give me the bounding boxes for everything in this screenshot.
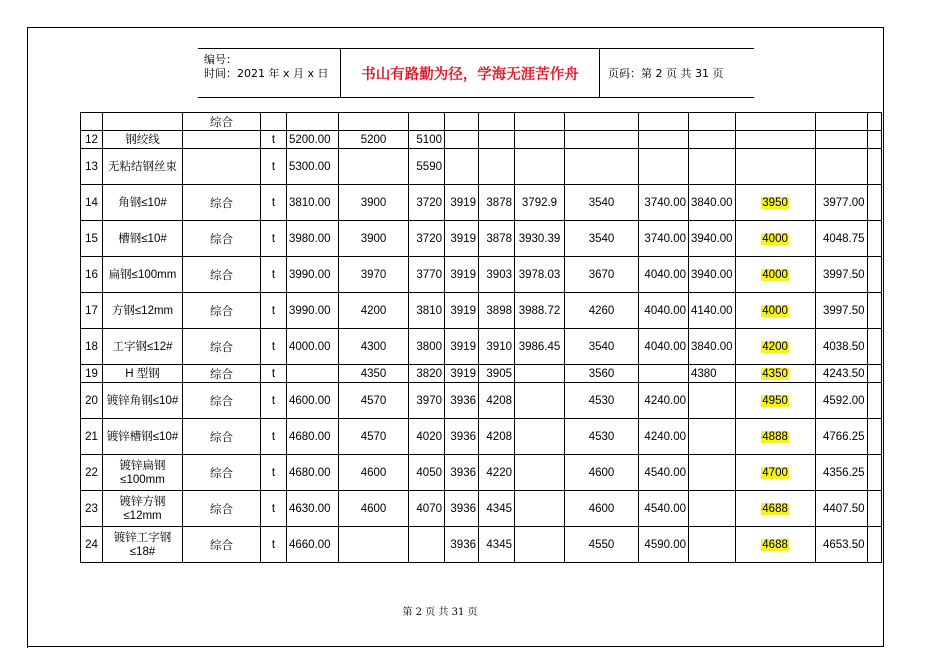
- cell-c8: [639, 149, 689, 185]
- cell-c10: [735, 329, 815, 365]
- cell-c5: [479, 149, 515, 185]
- table-cell: [339, 113, 409, 131]
- cell-unit: t: [261, 185, 287, 221]
- table-cell: [815, 113, 867, 131]
- highlighted-value: 4000: [762, 304, 788, 317]
- cell-c8: 4040.00: [639, 293, 689, 329]
- table-cell: [103, 113, 183, 131]
- page-frame-bottom: [27, 646, 883, 647]
- cell-c9: [689, 455, 736, 491]
- cell-c5: 3910: [479, 329, 515, 365]
- cell-c3: 3720: [409, 185, 445, 221]
- cell-name: 角钢≤10#: [103, 185, 183, 221]
- cell-c1: [287, 365, 339, 383]
- table-cell: [867, 455, 881, 491]
- highlighted-value: 3950: [762, 196, 788, 209]
- cell-c3: 4020: [409, 419, 445, 455]
- cell-c2: 4350: [339, 365, 409, 383]
- cell-c4: [445, 149, 479, 185]
- cell-c11: 3997.50: [815, 257, 867, 293]
- cell-no: 17: [81, 293, 103, 329]
- cell-c5: 3898: [479, 293, 515, 329]
- cell-spec: 综合: [183, 221, 261, 257]
- cell-spec: 综合: [183, 257, 261, 293]
- cell-c7: 3560: [565, 365, 639, 383]
- cell-c10: [735, 383, 815, 419]
- page-footer: 第 2 页 共 31 页: [402, 607, 478, 618]
- cell-c10: [735, 131, 815, 149]
- cell-no: 18: [81, 329, 103, 365]
- cell-c4: 3919: [445, 185, 479, 221]
- cell-name: 无粘结钢丝束: [103, 149, 183, 185]
- cell-c10: [735, 149, 815, 185]
- cell-spec: 综合: [183, 419, 261, 455]
- cell-c1: 4660.00: [287, 527, 339, 563]
- table-row: [81, 293, 882, 329]
- cell-c6: 3792.9: [515, 185, 565, 221]
- cell-c2: 4200: [339, 293, 409, 329]
- page-info: 页码：第 2 页 共 31 页: [608, 67, 724, 80]
- table-row: [81, 527, 882, 563]
- cell-c5: 4345: [479, 527, 515, 563]
- cell-c10: [735, 419, 815, 455]
- table-cell: [515, 113, 565, 131]
- cell-c7: 4550: [565, 527, 639, 563]
- cell-name: 槽钢≤10#: [103, 221, 183, 257]
- cell-c8: 4240.00: [639, 419, 689, 455]
- cell-c2: 3900: [339, 221, 409, 257]
- cell-c3: [409, 527, 445, 563]
- cell-no: 21: [81, 419, 103, 455]
- price-table: [80, 112, 882, 563]
- table-cell: [81, 113, 103, 131]
- cell-c1: 3980.00: [287, 221, 339, 257]
- table-cell: [479, 113, 515, 131]
- cell-c5: 4345: [479, 491, 515, 527]
- cell-c5: 3878: [479, 221, 515, 257]
- highlighted-value: 4350: [762, 367, 788, 380]
- cell-spec: 综合: [183, 527, 261, 563]
- cell-c10: [735, 365, 815, 383]
- cell-unit: t: [261, 527, 287, 563]
- cell-c4: 3936: [445, 527, 479, 563]
- highlighted-value: 4950: [762, 394, 788, 407]
- cell-c5: 3905: [479, 365, 515, 383]
- cell-c9: 3840.00: [689, 329, 736, 365]
- cell-c4: 3936: [445, 419, 479, 455]
- cell-c9: [689, 383, 736, 419]
- cell-c10: [735, 293, 815, 329]
- cell-c2: 5200: [339, 131, 409, 149]
- cell-c7: 4600: [565, 491, 639, 527]
- cell-c7: [565, 131, 639, 149]
- cell-c4: 3919: [445, 365, 479, 383]
- cell-c3: 3720: [409, 221, 445, 257]
- cell-c11: 4356.25: [815, 455, 867, 491]
- table-row: [81, 113, 882, 131]
- cell-unit: t: [261, 293, 287, 329]
- cell-spec: 综合: [183, 185, 261, 221]
- cell-c7: [565, 149, 639, 185]
- cell-c7: 3540: [565, 221, 639, 257]
- cell-spec: 综合: [183, 455, 261, 491]
- cell-c5: [479, 131, 515, 149]
- highlighted-value: 4700: [762, 466, 788, 479]
- cell-c10: [735, 221, 815, 257]
- cell-c1: 3990.00: [287, 293, 339, 329]
- cell-no: 24: [81, 527, 103, 563]
- cell-c1: 3810.00: [287, 185, 339, 221]
- cell-spec: [183, 131, 261, 149]
- cell-c7: 4260: [565, 293, 639, 329]
- cell-no: 16: [81, 257, 103, 293]
- cell-c6: 3930.39: [515, 221, 565, 257]
- cell-c9: [689, 419, 736, 455]
- cell-c6: [515, 491, 565, 527]
- cell-c4: 3919: [445, 293, 479, 329]
- cell-name: 钢绞线: [103, 131, 183, 149]
- header-meta: [198, 49, 340, 97]
- cell-c8: 4240.00: [639, 383, 689, 419]
- cell-c11: [815, 149, 867, 185]
- cell-c6: 3978.03: [515, 257, 565, 293]
- number-label: 编号：: [204, 53, 237, 66]
- highlighted-value: 4688: [762, 502, 788, 515]
- cell-c11: [815, 131, 867, 149]
- cell-c9: [689, 491, 736, 527]
- header-page-box: [600, 49, 754, 97]
- table-cell: [867, 491, 881, 527]
- cell-c2: 4570: [339, 383, 409, 419]
- cell-c1: 4630.00: [287, 491, 339, 527]
- cell-c1: 4680.00: [287, 419, 339, 455]
- cell-spec: 综合: [183, 383, 261, 419]
- table-row: [81, 365, 882, 383]
- page-header: [198, 48, 754, 98]
- cell-c4: 3919: [445, 329, 479, 365]
- cell-c11: 4592.00: [815, 383, 867, 419]
- cell-name: 镀锌槽钢≤10#: [103, 419, 183, 455]
- cell-c6: [515, 365, 565, 383]
- table-cell: [735, 113, 815, 131]
- cell-c2: [339, 527, 409, 563]
- cell-no: 20: [81, 383, 103, 419]
- cell-c7: 4530: [565, 419, 639, 455]
- cell-c6: [515, 383, 565, 419]
- cell-c7: 3540: [565, 329, 639, 365]
- cell-c8: [639, 131, 689, 149]
- cell-c8: [639, 365, 689, 383]
- cell-c2: 4600: [339, 491, 409, 527]
- cell-unit: t: [261, 491, 287, 527]
- cell-unit: t: [261, 419, 287, 455]
- cell-unit: t: [261, 149, 287, 185]
- cell-name: 镀锌工字钢≤18#: [103, 527, 183, 563]
- cell-name: 工字钢≤12#: [103, 329, 183, 365]
- cell-c3: 3770: [409, 257, 445, 293]
- cell-c7: 3670: [565, 257, 639, 293]
- cell-name: 方钢≤12mm: [103, 293, 183, 329]
- highlighted-value: 4888: [762, 430, 788, 443]
- table-cell: [867, 113, 881, 131]
- cell-c2: 4600: [339, 455, 409, 491]
- cell-c8: 3740.00: [639, 185, 689, 221]
- cell-unit: t: [261, 365, 287, 383]
- cell-c10: [735, 491, 815, 527]
- cell-c10: [735, 455, 815, 491]
- cell-c1: 3990.00: [287, 257, 339, 293]
- cell-c9: 3940.00: [689, 257, 736, 293]
- cell-c7: 3540: [565, 185, 639, 221]
- cell-c6: [515, 131, 565, 149]
- table-cell: [867, 257, 881, 293]
- header-motto-box: [340, 49, 600, 97]
- cell-spec: 综合: [183, 365, 261, 383]
- table-cell: [867, 419, 881, 455]
- highlighted-value: 4000: [762, 232, 788, 245]
- table-cell: [867, 221, 881, 257]
- table-cell: [445, 113, 479, 131]
- cell-c3: 5100: [409, 131, 445, 149]
- cell-c8: 4590.00: [639, 527, 689, 563]
- cell-c8: 3740.00: [639, 221, 689, 257]
- table-cell: [867, 149, 881, 185]
- table-cell: [287, 113, 339, 131]
- cell-no: 14: [81, 185, 103, 221]
- cell-c8: 4540.00: [639, 455, 689, 491]
- table-cell: [689, 113, 736, 131]
- cell-c6: [515, 527, 565, 563]
- highlighted-value: 4688: [762, 538, 788, 551]
- cell-c4: 3919: [445, 257, 479, 293]
- cell-c8: 4540.00: [639, 491, 689, 527]
- cell-unit: t: [261, 131, 287, 149]
- cell-c1: 4000.00: [287, 329, 339, 365]
- table-cell: [867, 383, 881, 419]
- cell-c1: 4680.00: [287, 455, 339, 491]
- cell-name: 镀锌扁钢≤100mm: [103, 455, 183, 491]
- cell-c2: 3900: [339, 185, 409, 221]
- cell-c5: 3903: [479, 257, 515, 293]
- cell-c6: 3988.72: [515, 293, 565, 329]
- cell-c5: 3878: [479, 185, 515, 221]
- table-cell: [867, 293, 881, 329]
- cell-c7: 4530: [565, 383, 639, 419]
- table-cell: 综合: [183, 113, 261, 131]
- cell-c4: 3936: [445, 383, 479, 419]
- cell-unit: t: [261, 455, 287, 491]
- table-row: [81, 491, 882, 527]
- cell-c3: 3800: [409, 329, 445, 365]
- table-cell: [639, 113, 689, 131]
- table-cell: [867, 527, 881, 563]
- cell-c8: 4040.00: [639, 329, 689, 365]
- table-cell: [867, 185, 881, 221]
- cell-name: H 型钢: [103, 365, 183, 383]
- cell-c3: 4050: [409, 455, 445, 491]
- motto: 书山有路勤为径，学海无涯苦作舟: [361, 66, 579, 83]
- table-cell: [867, 365, 881, 383]
- cell-c11: 4766.25: [815, 419, 867, 455]
- cell-c3: 3820: [409, 365, 445, 383]
- table-row: [81, 419, 882, 455]
- cell-c11: 3997.50: [815, 293, 867, 329]
- cell-c10: [735, 527, 815, 563]
- cell-no: 19: [81, 365, 103, 383]
- cell-c6: 3986.45: [515, 329, 565, 365]
- table-row: [81, 221, 882, 257]
- table-row: [81, 185, 882, 221]
- cell-c10: [735, 185, 815, 221]
- table-row: [81, 455, 882, 491]
- cell-unit: t: [261, 221, 287, 257]
- cell-c11: 4243.50: [815, 365, 867, 383]
- cell-c4: 3936: [445, 491, 479, 527]
- table-cell: [565, 113, 639, 131]
- cell-no: 13: [81, 149, 103, 185]
- table-row: [81, 149, 882, 185]
- cell-c11: 4407.50: [815, 491, 867, 527]
- cell-c9: 4140.00: [689, 293, 736, 329]
- cell-unit: t: [261, 383, 287, 419]
- cell-c11: 3977.00: [815, 185, 867, 221]
- cell-c9: [689, 527, 736, 563]
- cell-c11: 4038.50: [815, 329, 867, 365]
- cell-c5: 4208: [479, 383, 515, 419]
- cell-name: 扁钢≤100mm: [103, 257, 183, 293]
- cell-c4: 3936: [445, 455, 479, 491]
- cell-no: 23: [81, 491, 103, 527]
- cell-unit: t: [261, 257, 287, 293]
- cell-c4: 3919: [445, 221, 479, 257]
- table-row: [81, 329, 882, 365]
- cell-c7: 4600: [565, 455, 639, 491]
- cell-c4: [445, 131, 479, 149]
- cell-c9: 4380: [689, 365, 736, 383]
- cell-c3: 5590: [409, 149, 445, 185]
- cell-c11: 4048.75: [815, 221, 867, 257]
- cell-c2: 4570: [339, 419, 409, 455]
- cell-c1: 5200.00: [287, 131, 339, 149]
- cell-c10: [735, 257, 815, 293]
- cell-c11: 4653.50: [815, 527, 867, 563]
- cell-no: 22: [81, 455, 103, 491]
- table-row: [81, 131, 882, 149]
- time-label: 时间：2021 年 x 月 x 日: [204, 67, 329, 80]
- table-cell: [261, 113, 287, 131]
- cell-c9: 3840.00: [689, 185, 736, 221]
- cell-unit: t: [261, 329, 287, 365]
- cell-c6: [515, 419, 565, 455]
- cell-c1: 5300.00: [287, 149, 339, 185]
- highlighted-value: 4000: [762, 268, 788, 281]
- table-cell: [867, 329, 881, 365]
- table-cell: [867, 131, 881, 149]
- cell-spec: 综合: [183, 293, 261, 329]
- cell-c1: 4600.00: [287, 383, 339, 419]
- cell-c3: 3810: [409, 293, 445, 329]
- cell-c6: [515, 149, 565, 185]
- cell-spec: 综合: [183, 329, 261, 365]
- cell-c9: [689, 149, 736, 185]
- cell-c2: 4300: [339, 329, 409, 365]
- cell-c8: 4040.00: [639, 257, 689, 293]
- cell-no: 15: [81, 221, 103, 257]
- cell-c9: [689, 131, 736, 149]
- page-frame-right: [883, 27, 884, 647]
- cell-c5: 4208: [479, 419, 515, 455]
- cell-c2: [339, 149, 409, 185]
- cell-spec: [183, 149, 261, 185]
- cell-c6: [515, 455, 565, 491]
- cell-name: 镀锌角钢≤10#: [103, 383, 183, 419]
- cell-spec: 综合: [183, 491, 261, 527]
- cell-c9: 3940.00: [689, 221, 736, 257]
- cell-c5: 4220: [479, 455, 515, 491]
- table-row: [81, 257, 882, 293]
- cell-c3: 3970: [409, 383, 445, 419]
- table-cell: [409, 113, 445, 131]
- cell-name: 镀锌方钢≤12mm: [103, 491, 183, 527]
- cell-no: 12: [81, 131, 103, 149]
- cell-c3: 4070: [409, 491, 445, 527]
- highlighted-value: 4200: [762, 340, 788, 353]
- table-row: [81, 383, 882, 419]
- cell-c2: 3970: [339, 257, 409, 293]
